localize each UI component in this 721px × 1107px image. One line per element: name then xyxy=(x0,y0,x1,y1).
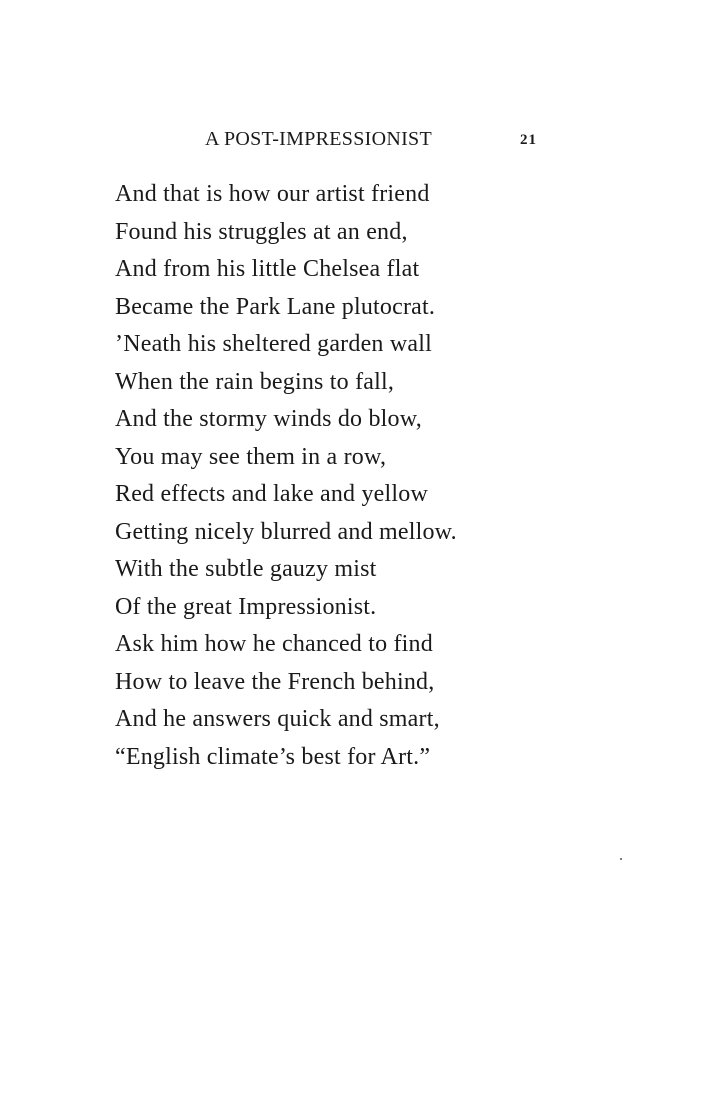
poem-body xyxy=(115,176,595,776)
poem-line: Red effects and lake and yellow xyxy=(115,481,428,507)
poem-line: And from his little Chelsea flat xyxy=(115,256,420,282)
poem-line: ’Neath his sheltered garden wall xyxy=(115,331,432,357)
poem-line: And the stormy winds do blow, xyxy=(115,406,422,432)
poem-line: Of the great Impressionist. xyxy=(115,593,377,620)
poem-line: And that is how our artist friend xyxy=(115,181,430,207)
poem-line: How to leave the French behind, xyxy=(115,668,435,695)
print-speck xyxy=(620,858,622,860)
running-title: A POST-IMPRESSIONIST xyxy=(205,128,432,150)
poem-line: And he answers quick and smart, xyxy=(115,706,440,732)
page-number: 21 xyxy=(520,132,537,148)
poem-line: Ask him how he chanced to find xyxy=(115,631,433,657)
poem-line: Getting nicely blurred and mellow. xyxy=(115,518,457,545)
poem-line: You may see them in a row, xyxy=(115,443,387,470)
poem-line: Became the Park Lane plutocrat. xyxy=(115,293,436,320)
poem-line: Found his struggles at an end, xyxy=(115,218,408,245)
poem-line: With the subtle gauzy mist xyxy=(115,556,377,582)
running-head xyxy=(0,128,721,154)
poem-line: “English climate’s best for Art.” xyxy=(115,743,431,770)
poem-line: When the rain begins to fall, xyxy=(115,368,395,395)
